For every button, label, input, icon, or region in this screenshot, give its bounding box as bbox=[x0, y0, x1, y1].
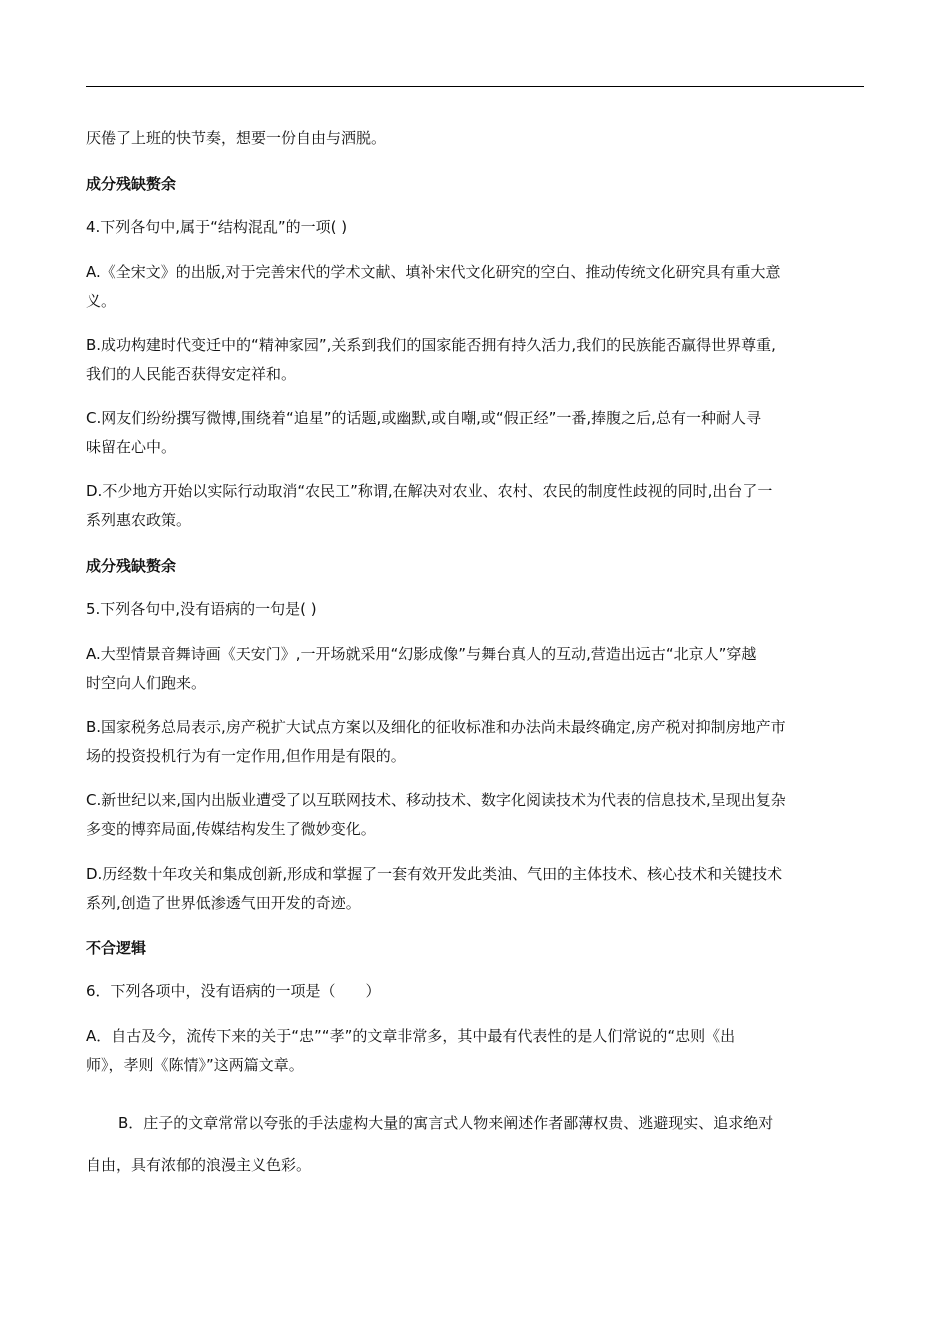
header-rule bbox=[86, 86, 864, 87]
question-5-option-a-line-1: A.大型情景音舞诗画《天安门》,一开场就采用“幻影成像”与舞台真人的互动,营造出远古“北京人”穿越 bbox=[86, 645, 757, 663]
question-5-option-b-line-1: B.国家税务总局表示,房产税扩大试点方案以及细化的征收标准和办法尚未最终确定,房产税对抑制房地产市 bbox=[86, 718, 786, 736]
question-6-option-a-line-1: A．自古及今，流传下来的关于“忠”“孝”的文章非常多，其中最有代表性的是人们常说的“忠则《出 bbox=[86, 1027, 736, 1045]
question-4-option-c-line-1: C.网友们纷纷撰写微博,围绕着“追星”的话题,或幽默,或自嘲,或“假正经”一番,捧腹之后,总有一种耐人寻 bbox=[86, 409, 761, 427]
question-4-option-c-line-2: 味留在心中。 bbox=[86, 438, 177, 456]
section-heading-2: 成分残缺赘余 bbox=[86, 557, 177, 575]
question-5-option-d-line-1: D.历经数十年攻关和集成创新,形成和掌握了一套有效开发此类油、气田的主体技术、核心技术和关键技术 bbox=[86, 865, 783, 883]
question-6-option-b-line-2: 自由，具有浓郁的浪漫主义色彩。 bbox=[86, 1156, 312, 1174]
question-5-option-c-line-1: C.新世纪以来,国内出版业遭受了以互联网技术、移动技术、数字化阅读技术为代表的信息技术,呈现出复杂 bbox=[86, 791, 786, 809]
question-5-option-d-line-2: 系列,创造了世界低渗透气田开发的奇迹。 bbox=[86, 894, 361, 912]
question-6-option-a-line-2: 师》，孝则《陈情》”这两篇文章。 bbox=[86, 1056, 304, 1074]
question-5-option-b-line-2: 场的投资投机行为有一定作用,但作用是有限的。 bbox=[86, 747, 406, 765]
question-4-option-b-line-1: B.成功构建时代变迁中的“精神家园”,关系到我们的国家能否拥有持久活力,我们的民族能否赢得世界尊重, bbox=[86, 336, 776, 354]
question-4-option-d-line-2: 系列惠农政策。 bbox=[86, 511, 192, 529]
question-5-option-a-line-2: 时空向人们跑来。 bbox=[86, 674, 207, 692]
section-heading-1: 成分残缺赘余 bbox=[86, 175, 177, 193]
question-6-option-b-line-1: B．庄子的文章常常以夸张的手法虚构大量的寓言式人物来阐述作者鄙薄权贵、逃避现实、追求绝对 bbox=[118, 1114, 774, 1132]
question-4-stem: 4.下列各句中,属于“结构混乱”的一项( ) bbox=[86, 218, 348, 236]
question-5-option-c-line-2: 多变的博弈局面,传媒结构发生了微妙变化。 bbox=[86, 820, 376, 838]
section-heading-3: 不合逻辑 bbox=[86, 939, 147, 957]
question-4-option-d-line-1: D.不少地方开始以实际行动取消“农民工”称谓,在解决对农业、农村、农民的制度性歧视的同时,出台了一 bbox=[86, 482, 773, 500]
question-4-option-a-line-2: 义。 bbox=[86, 292, 117, 310]
question-5-stem: 5.下列各句中,没有语病的一句是( ) bbox=[86, 600, 317, 618]
question-4-option-b-line-2: 我们的人民能否获得安定祥和。 bbox=[86, 365, 297, 383]
question-4-option-a-line-1: A.《全宋文》的出版,对于完善宋代的学术文献、填补宋代文化研究的空白、推动传统文化研究具有重大意 bbox=[86, 263, 781, 281]
intro-continuation: 厌倦了上班的快节奏，想要一份自由与洒脱。 bbox=[86, 129, 387, 147]
question-6-stem: 6．下列各项中，没有语病的一项是（ ） bbox=[86, 982, 381, 1000]
